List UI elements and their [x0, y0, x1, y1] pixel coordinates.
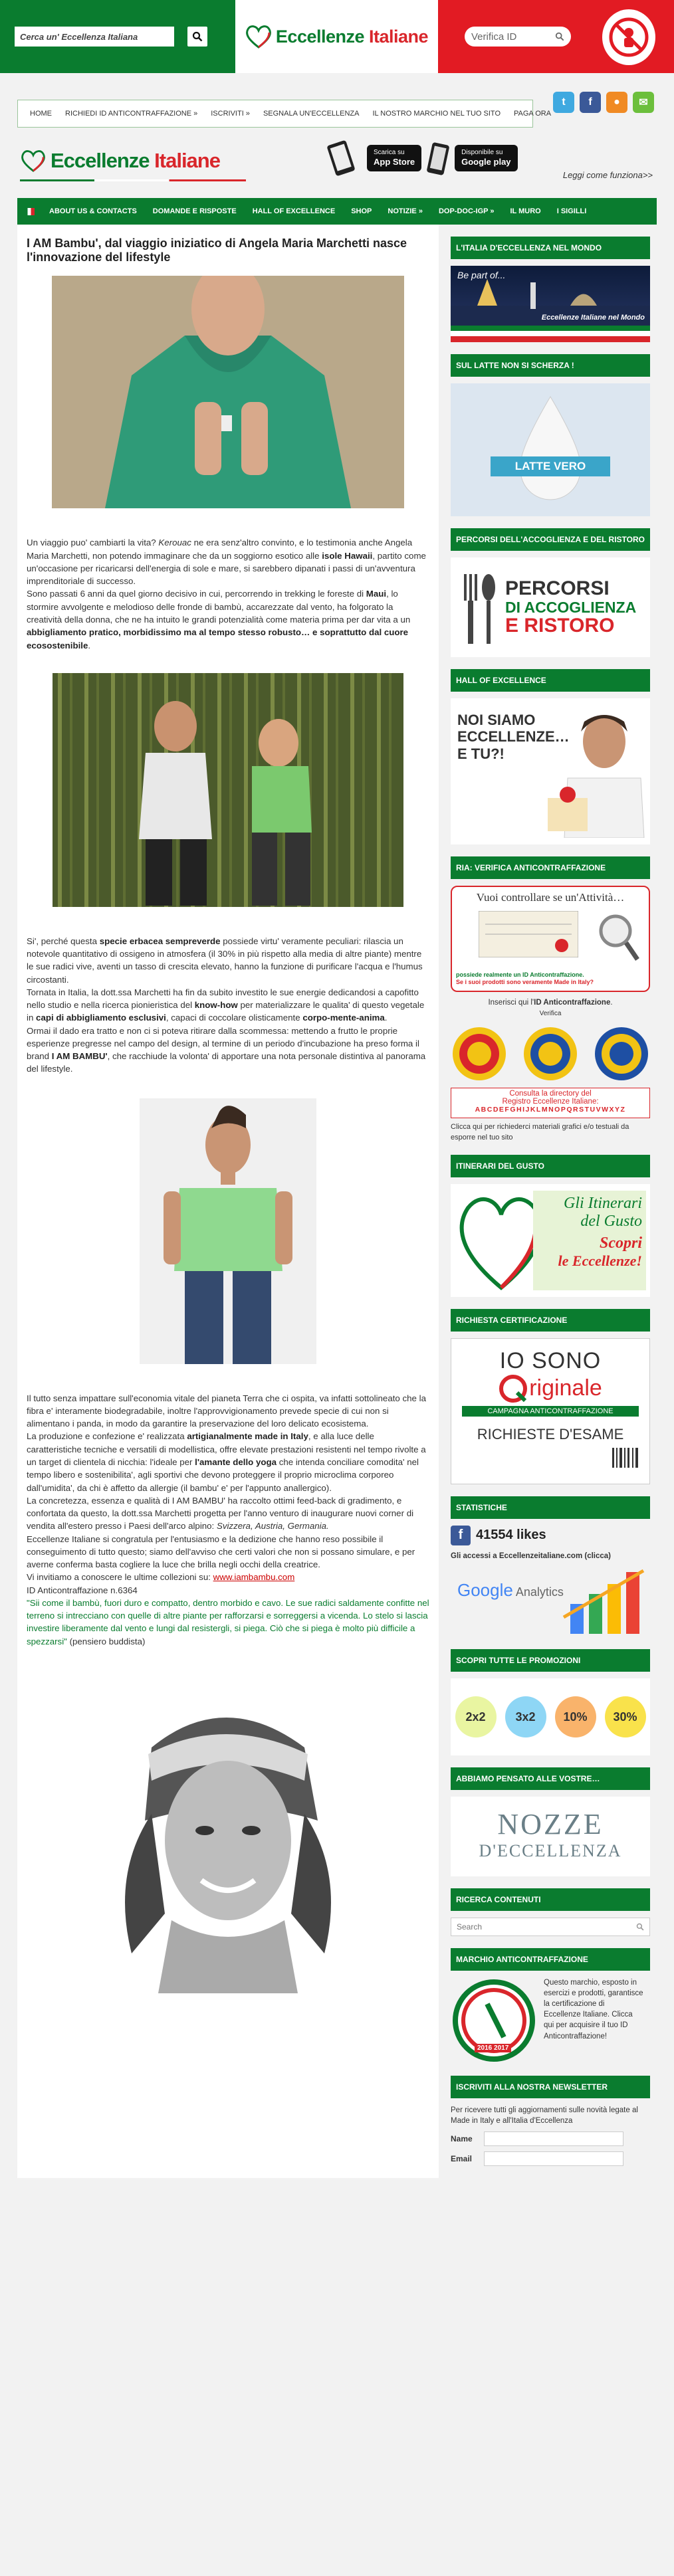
- text-bold: know-how: [194, 1000, 238, 1011]
- app-badges: [327, 140, 518, 177]
- logo-word-1: Eccellenze: [51, 149, 155, 172]
- fork-spoon-icon: [459, 567, 499, 647]
- widget-nozze: [451, 1767, 650, 1876]
- article-image-1: [52, 276, 404, 508]
- paragraph-3: [27, 1392, 429, 1648]
- widget-statistiche: [451, 1496, 650, 1637]
- ga-word-2: Analytics: [512, 1585, 564, 1599]
- twitter-icon[interactable]: t: [553, 92, 574, 113]
- social-icons: [553, 92, 654, 113]
- latte-vero-banner[interactable]: [451, 383, 650, 516]
- nozze-line-2: D'ECCELLENZA: [479, 1841, 622, 1861]
- logo-text: [51, 149, 220, 173]
- google-play-small: Disponibile su: [461, 149, 503, 157]
- widget-newsletter: [451, 2076, 650, 2166]
- heart-logo-icon: [20, 149, 47, 172]
- widget-marchio: [451, 1948, 650, 2064]
- secondary-nav: [17, 100, 552, 128]
- percorsi-line-1: PERCORSI: [505, 577, 610, 600]
- leggi-link[interactable]: Leggi come funziona>>: [562, 170, 653, 180]
- widget-ricerca: [451, 1888, 650, 1936]
- text-bold: artigianalmente made in Italy: [187, 1431, 308, 1442]
- widget-title: L'ITALIA D'ECCELLENZA NEL MONDO: [451, 237, 650, 259]
- widget-title: RICHIESTA CERTIFICAZIONE: [451, 1309, 650, 1332]
- itinerari-line-3: Scopri: [599, 1234, 642, 1252]
- nav2-marchio[interactable]: IL NOSTRO MARCHIO NEL TUO SITO: [372, 110, 501, 118]
- seal-row: [451, 1025, 650, 1082]
- logo-word-2: Italiane: [154, 149, 220, 172]
- nav-dop[interactable]: DOP-DOC-IGP »: [438, 207, 495, 215]
- banner-tagline: Be part of...: [457, 270, 506, 280]
- text: La concretezza, essenza e qualità di I AM BAMBU' ha raccolto ottimi feed-back di gradimento, e confortata da questo, la dott.ssa Marchetti progetta per l'anno venturo di inaugurare nuovi corner di vendita all'estero presso i Paesi dell'arco alpino:: [27, 1495, 414, 1532]
- text: , lo stormire avvolgente e melodioso delle fronde di bambù, accarezzate dal vento, ha folgorato la creatività della donna, che ne ha intuito le grandi potenzialità come materia prima per dar vita a un: [27, 589, 411, 625]
- latte-ribbon: [491, 456, 610, 476]
- logo-row: [0, 128, 674, 181]
- brand-word-1: Eccellenze: [275, 26, 370, 47]
- widget-title: MARCHIO ANTICONTRAFFAZIONE: [451, 1948, 650, 1971]
- text: Tornata in Italia, la dott.ssa Marchetti ha fin da subito investito le sue energie dedicandosi a capofitto nello studio e nella ricerca pionieristica del: [27, 987, 419, 1011]
- widget-title: RIA: VERIFICA ANTICONTRAFFAZIONE: [451, 856, 650, 879]
- text-bold: specie erbacea sempreverde: [99, 936, 221, 946]
- man-green-tshirt-photo: [140, 1098, 316, 1364]
- directory-box[interactable]: [451, 1088, 650, 1118]
- promo-badge: [455, 1696, 497, 1737]
- originale-line-2: riginale: [529, 1375, 602, 1401]
- brand-word-2: Italiane: [369, 26, 429, 47]
- widget-certificazione: [451, 1309, 650, 1484]
- nav-shop[interactable]: SHOP: [351, 207, 372, 215]
- marchio-box[interactable]: [451, 1977, 650, 2064]
- milk-drop-icon: [510, 393, 590, 506]
- percorsi-line-3: E RISTORO: [505, 615, 615, 637]
- promozioni-banner[interactable]: [451, 1678, 650, 1755]
- tricolor-line: [20, 179, 246, 181]
- nozze-banner[interactable]: [451, 1797, 650, 1876]
- italian-flag-icon[interactable]: [24, 208, 35, 215]
- accessi-link[interactable]: Gli accessi a Eccellenzeitaliane.com (clicca): [451, 1551, 611, 1560]
- text: ne era senz'altro convinto, e lo testimonia anche Angela Maria Marchetti, non potendo immaginare che da un soggiorno esotico alle: [27, 538, 413, 561]
- promo-badge: [555, 1696, 596, 1737]
- text-bold: abbigliamento pratico, morbidissimo ma al tempo stesso robusto… e soprattutto dal cuore ecosostenibile: [27, 627, 409, 650]
- text-bold: corpo-mente-anima: [302, 1013, 385, 1023]
- stg-seal-icon[interactable]: [593, 1025, 650, 1082]
- verifica-banner-line-2: Se i suoi prodotti sono veramente Made in Italy?: [456, 979, 594, 986]
- article: [17, 225, 439, 2178]
- text: Ormai il dado era tratto e non ci si poteva ritirare dalla scommessa: mettendo a frutto le proprie esperienze pregresse nel campo del design, al termine di un periodo d'incubazione ha preso forma il brand: [27, 1025, 419, 1062]
- promo-badge: [605, 1696, 646, 1737]
- text: Sono passati 6 anni da quel giorno decisivo in cui, percorrendo in trekking le foreste di: [27, 589, 366, 599]
- search-icon: [192, 31, 203, 42]
- promo-badge: [505, 1696, 546, 1737]
- likes-count: 41554 likes: [476, 1528, 546, 1543]
- text: , che racchiude la volonta' di apportare una nota personale distintiva al panorama del lifestyle.: [27, 1051, 426, 1074]
- site-logo[interactable]: [20, 149, 220, 173]
- widget-title: ABBIAMO PENSATO ALLE VOSTRE…: [451, 1767, 650, 1790]
- facebook-icon[interactable]: f: [580, 92, 601, 113]
- top-brand[interactable]: [235, 0, 438, 73]
- nav2-iscriviti[interactable]: ISCRIVITI »: [211, 110, 250, 118]
- no-fake-icon: [608, 17, 649, 58]
- bar-chart-icon: [557, 1564, 650, 1637]
- text: per materializzare le qualita' di questo vegetale in: [27, 1000, 425, 1023]
- promo-badge-text: 2x2: [465, 1710, 486, 1724]
- ga-word-1: Google: [457, 1580, 513, 1601]
- verify-id-box: [465, 27, 571, 47]
- itinerari-banner[interactable]: [451, 1184, 650, 1297]
- widget-itinerari: [451, 1155, 650, 1297]
- facebook-icon: f: [451, 1526, 471, 1545]
- seal-year: 2016 2017: [475, 2044, 511, 2052]
- igp-seal-icon[interactable]: [522, 1025, 579, 1082]
- paragraph-2: [27, 935, 429, 1076]
- nav2-richiedi-id[interactable]: RICHIEDI ID ANTICONTRAFFAZIONE »: [65, 110, 198, 118]
- hall-line-3: E TU?!: [457, 745, 505, 762]
- heart-logo-icon: [245, 25, 272, 49]
- nav-hall[interactable]: HALL OF EXCELLENCE: [252, 207, 336, 215]
- itinerari-line-4: le Eccellenze!: [558, 1252, 642, 1269]
- top-search-area: [0, 0, 235, 73]
- text: , partito come un'occasione per ricaricarsi dell'energia di sole e mare, si sarebbero dipanati i passi di un'avventura imprenditoriale di successo.: [27, 550, 426, 587]
- text: Vi invitiamo a conoscere le ultime collezioni su:: [27, 1572, 213, 1583]
- text: possiede virtu' veramente peculiari: rilascia un notevole quantitativo di ossigeno in atmosfera (il 30% in più rispetto alla media di altre piante) mentre le sue radici vive, aventi un tasso di crescita elevato, hanno la funzione di purificare l'acqua e l'humus circostanti.: [27, 936, 423, 985]
- text: Eccellenze Italiane si congratula per l'entusiasmo e la dedizione che hanno reso possibile il conseguimento di tutto questo; siamo dell'avviso che certi valori che non si possano simulare, e per averne conferma basta cogliere la luce che brilla negli occhi della creatrice.: [27, 1534, 415, 1570]
- search-button[interactable]: [187, 27, 207, 47]
- newsletter-name-input[interactable]: [484, 2131, 623, 2146]
- widget-title: PERCORSI DELL'ACCOGLIENZA E DEL RISTORO: [451, 528, 650, 551]
- chef-photo: [541, 705, 647, 838]
- text-bold: I AM BAMBU': [51, 1051, 108, 1062]
- email-label: Email: [451, 2154, 473, 2164]
- smartphone-icon: [327, 140, 362, 177]
- top-search-input[interactable]: [16, 28, 156, 45]
- text: che intenda conciliare comodita' nel tempo libero e sostenibilita', agli sportivi che devono proteggere il proprio microclima corporeo dall'umidita', da chi è affetto da allergie (il bambu' e' per l'appunto anallergico).: [27, 1457, 419, 1493]
- widget-title: RICERCA CONTENUTI: [451, 1888, 650, 1911]
- hall-line-1: NOI SIAMO: [457, 712, 536, 728]
- originale-banner[interactable]: [451, 1338, 650, 1484]
- promo-badge-text: 30%: [613, 1710, 637, 1724]
- text: .: [88, 640, 91, 650]
- newsletter-email-row: [451, 2151, 650, 2166]
- text: La produzione e confezione e' realizzata: [27, 1431, 187, 1442]
- verify-id-input[interactable]: [471, 31, 544, 43]
- certificate-icon: [479, 911, 578, 957]
- widget-title: ISCRIVITI ALLA NOSTRA NEWSLETTER: [451, 2076, 650, 2098]
- text: .: [610, 999, 613, 1007]
- bamboo-quote: "Sii come il bambù, fuori duro e compatto, dentro morbido e cavo. Le sue radici saldamente confitte nel terreno si intrecciano con quelle di altre piante per rafforzarsi e sorreggersi a vicenda. Lo stelo si lascia investire liberamente dal vento e lungi dal resistergli, si piega. Ciò che si piega è molto più difficile a spezzarsi": [27, 1597, 429, 1646]
- text-bold: capi di abbigliamento esclusivi: [36, 1013, 166, 1023]
- marchio-text: Questo marchio, esposto in esercizi e prodotti, garantisce la certificazione di Eccellenze Italiane. Clicca qui per acquisire il tuo ID Anticontraffazione!: [544, 1979, 643, 2040]
- text-bold: Maui: [366, 589, 387, 599]
- smartphone-icon: [427, 140, 449, 177]
- text: .: [384, 1013, 388, 1023]
- newsletter-name-row: [451, 2131, 650, 2146]
- directory-line-2: Registro Eccellenze Italiane:: [502, 1098, 599, 1106]
- text-bold: l'amante dello yoga: [195, 1457, 277, 1468]
- woman-green-top-photo: [52, 276, 404, 508]
- rss-icon[interactable]: ●: [606, 92, 627, 113]
- app-store-small: Scarica su: [374, 149, 405, 157]
- percorsi-line-2: DI ACCOGLIENZA: [505, 598, 637, 616]
- woman-portrait-photo: [72, 1674, 384, 1993]
- widget-verifica: [451, 856, 650, 1143]
- verifica-link[interactable]: Verifica: [539, 1010, 562, 1018]
- brand-website-link[interactable]: www.iambambu.com: [213, 1572, 295, 1583]
- widget-title: STATISTICHE: [451, 1496, 650, 1519]
- text: , capaci di coccolare olisticamente: [166, 1013, 303, 1023]
- app-store-badge[interactable]: [367, 145, 421, 171]
- verify-area: [438, 0, 674, 73]
- article-image-3: [140, 1098, 316, 1364]
- quote-source: (pensiero buddista): [66, 1636, 146, 1646]
- percorsi-banner[interactable]: [451, 557, 650, 657]
- nav-notizie[interactable]: NOTIZIE »: [388, 207, 423, 215]
- app-store-label: App Store: [374, 157, 415, 167]
- magnifier-icon: [594, 910, 641, 963]
- nav-muro[interactable]: IL MURO: [510, 207, 541, 215]
- google-play-label: Google play: [461, 157, 511, 167]
- text: Un viaggio puo' cambiarti la vita?: [27, 538, 159, 548]
- widget-title: ITINERARI DEL GUSTO: [451, 1155, 650, 1177]
- widget-title: HALL OF EXCELLENCE: [451, 669, 650, 692]
- article-image-4: [72, 1674, 384, 1993]
- verifica-banner-line-1: possiede realmente un ID Anticontraffazione.: [456, 971, 584, 978]
- main-nav: [17, 198, 657, 225]
- verifica-banner[interactable]: [451, 886, 650, 992]
- nav-about[interactable]: ABOUT US & CONTACTS: [49, 207, 137, 215]
- text: Si', perché questa: [27, 936, 100, 946]
- nozze-line-1: NOZZE: [497, 1808, 604, 1841]
- promo-badge-text: 3x2: [515, 1710, 536, 1724]
- originale-line-3: CAMPAGNA ANTICONTRAFFAZIONE: [462, 1406, 639, 1417]
- text-italic: Kerouac: [158, 538, 191, 548]
- directory-alphabet[interactable]: ABCDEFGHIJKLMNOPQRSTUVWXYZ: [475, 1106, 626, 1114]
- name-label: Name: [451, 2134, 473, 2144]
- dop-seal-icon[interactable]: [451, 1025, 508, 1082]
- text-italic: Svizzera, Austria, Germania.: [216, 1521, 329, 1532]
- article-image-2: [53, 673, 403, 907]
- widget-latte: [451, 354, 650, 516]
- paragraph-1: [27, 536, 429, 651]
- originale-line-1: IO SONO: [499, 1347, 602, 1373]
- article-title: I AM Bambu', dal viaggio iniziatico di Angela Maria Marchetti nasce l'innovazione del lifestyle: [27, 237, 407, 264]
- widget-title: SCOPRI TUTTE LE PROMOZIONI: [451, 1649, 650, 1672]
- directory-line-1: Consulta la directory del: [509, 1090, 592, 1098]
- italia-nel-mondo-banner[interactable]: [451, 266, 650, 342]
- nav2-home[interactable]: HOME: [30, 110, 52, 118]
- google-play-badge[interactable]: [455, 145, 517, 171]
- marchio-seal: [451, 1977, 537, 2064]
- top-brand-text: [276, 27, 428, 47]
- banner-caption: Eccellenze Italiane nel Mondo: [541, 314, 645, 322]
- itinerari-line-1: Gli Itinerari: [564, 1194, 642, 1212]
- latte-ribbon-text: LATTE VERO: [514, 460, 586, 472]
- hall-banner[interactable]: [451, 698, 650, 844]
- sidebar: [439, 225, 657, 2178]
- email-icon[interactable]: ✉: [633, 92, 654, 113]
- search-icon[interactable]: [636, 1923, 644, 1931]
- verifica-banner-top: Vuoi controllare se un'Attività…: [476, 891, 625, 904]
- nav-faq[interactable]: DOMANDE E RISPOSTE: [152, 207, 237, 215]
- text: Il tutto senza impattare sull'economia vitale del pianeta Terra che ci ospita, va infatti sottolineato che la fibra e' interamente biodegradabile, inoltre l'approvvigionamento prevede specie di cui non si alimentano i panda, in modo da garantire la preservazione del loro delicato ecosistema.: [27, 1393, 426, 1429]
- verifica-caption: [451, 997, 650, 1019]
- newsletter-text: Per ricevere tutti gli aggiornamenti sulle novità legate al Made in Italy e all'Italia d'Eccellenza: [451, 2106, 638, 2126]
- text-bold: ID Anticontraffazione: [534, 999, 611, 1007]
- nav-sigilli[interactable]: I SIGILLI: [556, 207, 587, 215]
- nav2-segnala[interactable]: SEGNALA UN'ECCELLENZA: [263, 110, 360, 118]
- originale-line-4: RICHIESTE D'ESAME: [477, 1425, 624, 1442]
- nav2-paga-ora[interactable]: PAGA ORA: [514, 110, 552, 118]
- sidebar-search-input[interactable]: [457, 1922, 623, 1932]
- hall-line-2: ECCELLENZE…: [457, 728, 570, 745]
- widget-percorsi: [451, 528, 650, 657]
- widget-title: SUL LATTE NON SI SCHERZA !: [451, 354, 650, 377]
- widget-hall: [451, 669, 650, 844]
- widget-italia-nel-mondo: [451, 237, 650, 342]
- materiali-link[interactable]: Clicca qui per richiederci materiali grafici e/o testuali da esporre nel tuo sito: [451, 1123, 629, 1141]
- text: , e alla luce delle caratteristiche tecniche e versatili di modellistica, offre elevate prestazioni resistenti nel tempo rivolte a un target di clientela di nicchia: l'ideale per: [27, 1431, 426, 1468]
- search-icon[interactable]: [555, 32, 564, 41]
- couple-running-photo: [53, 673, 403, 907]
- text-bold: isole Hawaii: [322, 550, 373, 561]
- itinerari-line-2: del Gusto: [580, 1212, 642, 1230]
- text: ID Anticontraffazione n.6364: [27, 1585, 138, 1595]
- top-bar: [0, 0, 674, 73]
- promo-badge-text: 10%: [563, 1710, 588, 1724]
- newsletter-email-input[interactable]: [484, 2151, 623, 2166]
- top-search-box: [15, 27, 174, 47]
- widget-promozioni: [451, 1649, 650, 1755]
- barcode-icon: [612, 1448, 639, 1468]
- facebook-likes[interactable]: [451, 1526, 650, 1545]
- content-area: [17, 225, 657, 2178]
- text: Inserisci qui l': [488, 999, 534, 1007]
- google-analytics-banner[interactable]: [451, 1564, 650, 1637]
- sidebar-search-box: [451, 1918, 650, 1936]
- q-seal-icon: [499, 1374, 528, 1403]
- anti-counterfeit-badge[interactable]: [602, 9, 655, 65]
